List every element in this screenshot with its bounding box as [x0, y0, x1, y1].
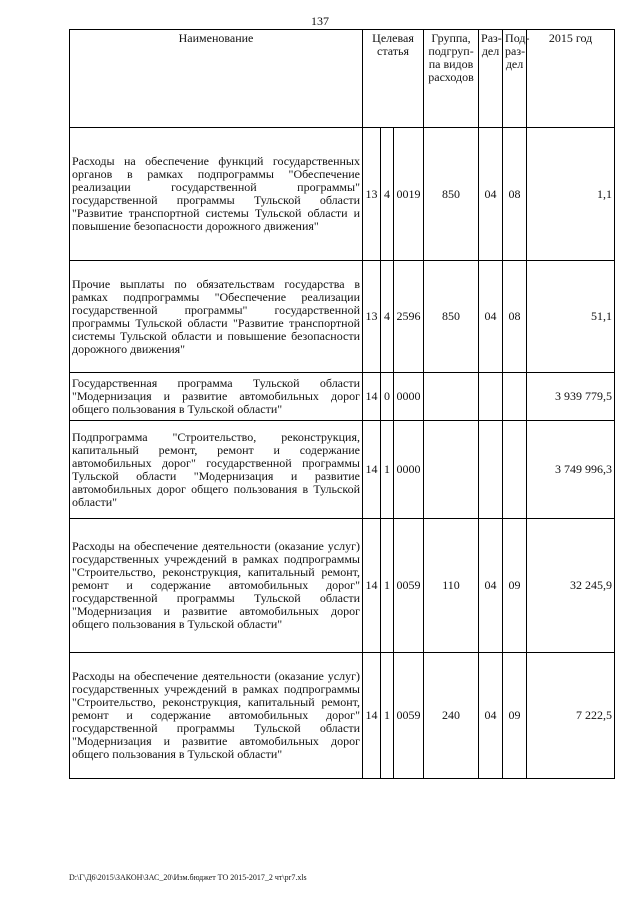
- row-group: [424, 421, 479, 519]
- row-cs3: 0000: [394, 421, 424, 519]
- page-number: 137: [311, 14, 329, 28]
- row-amount: 51,1: [527, 261, 615, 373]
- row-cs2: 1: [381, 519, 394, 653]
- col-header-subsection: Под-раз-дел: [503, 30, 527, 128]
- col-header-target-article: Целевая статья: [363, 30, 424, 128]
- row-amount: 7 222,5: [527, 653, 615, 779]
- row-cs1: 14: [363, 653, 381, 779]
- row-cs3: 2596: [394, 261, 424, 373]
- col-header-year: 2015 год: [527, 30, 615, 128]
- row-group: 240: [424, 653, 479, 779]
- row-section: 04: [479, 519, 503, 653]
- row-subsection: 08: [503, 128, 527, 261]
- row-subsection: 08: [503, 261, 527, 373]
- row-cs1: 14: [363, 421, 381, 519]
- row-name: Расходы на обеспечение функций государственных органов в рамках подпрограммы "Обеспечение реализации государственной программы" государственной программы Тульской области "Развитие транспортной системы Тульской области и повышение безопасности дорожного движения": [70, 128, 363, 261]
- row-cs2: 0: [381, 373, 394, 421]
- row-section: 04: [479, 128, 503, 261]
- row-section: 04: [479, 653, 503, 779]
- row-group: 850: [424, 128, 479, 261]
- row-subsection: 09: [503, 519, 527, 653]
- row-cs2: 4: [381, 128, 394, 261]
- row-name: Подпрограмма "Строительство, реконструкция, капитальный ремонт, ремонт и содержание автомобильных дорог" государственной программы Тульской области "Модернизация и развитие автомобильных дорог общего пользования в Тульской области": [70, 421, 363, 519]
- row-cs1: 13: [363, 128, 381, 261]
- table-row: [70, 519, 615, 653]
- table-row: [70, 421, 615, 519]
- row-name: Расходы на обеспечение деятельности (оказание услуг) государственных учреждений в рамках подпрограммы "Строительство, реконструкция, капитальный ремонт, ремонт и содержание автомобильных дорог" государственной программы Тульской области "Модернизация и развитие автомобильных дорог общего пользования в Тульской области": [70, 653, 363, 779]
- table-header-row: [70, 30, 615, 128]
- table-row: [70, 653, 615, 779]
- row-group: [424, 373, 479, 421]
- row-cs3: 0000: [394, 373, 424, 421]
- row-section: [479, 373, 503, 421]
- col-header-expense-group: Группа, подгруп-па видов расходов: [424, 30, 479, 128]
- row-cs2: 4: [381, 261, 394, 373]
- row-amount: 3 749 996,3: [527, 421, 615, 519]
- col-header-section: Раз-дел: [479, 30, 503, 128]
- table-row: [70, 128, 615, 261]
- table-row: [70, 373, 615, 421]
- row-name: Государственная программа Тульской области "Модернизация и развитие автомобильных дорог общего пользования в Тульской области": [70, 373, 363, 421]
- row-group: 850: [424, 261, 479, 373]
- row-name: Расходы на обеспечение деятельности (оказание услуг) государственных учреждений в рамках подпрограммы "Строительство, реконструкция, капитальный ремонт, ремонт и содержание автомобильных дорог" государственной программы Тульской области "Модернизация и развитие автомобильных дорог общего пользования в Тульской области": [70, 519, 363, 653]
- row-cs3: 0059: [394, 519, 424, 653]
- row-name: Прочие выплаты по обязательствам государства в рамках подпрограммы "Обеспечение реализации государственной программы" государственной программы Тульской области "Развитие транспортной системы Тульской области и повышение безопасности дорожного движения": [70, 261, 363, 373]
- row-cs3: 0059: [394, 653, 424, 779]
- row-amount: 32 245,9: [527, 519, 615, 653]
- row-group: 110: [424, 519, 479, 653]
- col-header-name: Наименование: [70, 30, 363, 128]
- row-cs1: 14: [363, 373, 381, 421]
- row-cs3: 0019: [394, 128, 424, 261]
- row-amount: 1,1: [527, 128, 615, 261]
- budget-table: [69, 29, 615, 779]
- row-amount: 3 939 779,5: [527, 373, 615, 421]
- row-section: 04: [479, 261, 503, 373]
- row-cs1: 14: [363, 519, 381, 653]
- row-section: [479, 421, 503, 519]
- row-subsection: [503, 421, 527, 519]
- row-cs2: 1: [381, 653, 394, 779]
- row-subsection: [503, 373, 527, 421]
- table-row: [70, 261, 615, 373]
- row-subsection: 09: [503, 653, 527, 779]
- footer-file-path: D:\Г\Д6\2015\ЗАКОН\ЗАС_20\Изм.бюджет ТО 2015-2017_2 чт\pr7.xls: [69, 873, 307, 882]
- row-cs2: 1: [381, 421, 394, 519]
- row-cs1: 13: [363, 261, 381, 373]
